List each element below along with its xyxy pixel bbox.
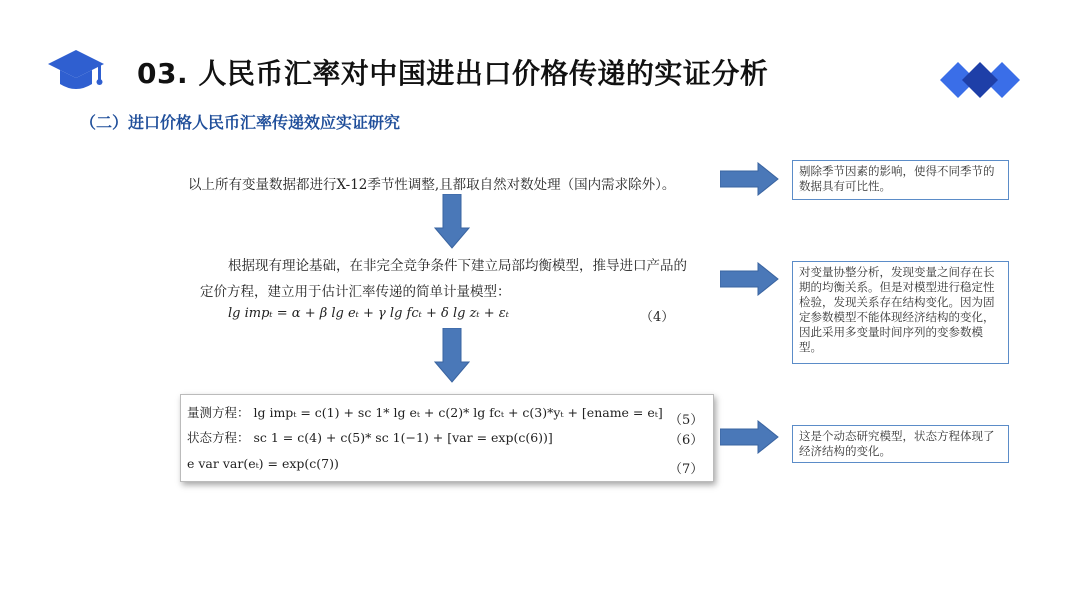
equation-5-number: （5）	[669, 413, 704, 428]
equation-4: lg impₜ = α + β lg eₜ + γ lg fcₜ + δ lg zₜ + εₜ	[228, 306, 509, 321]
graduation-cap-icon	[46, 48, 106, 94]
diamond-logo-icon	[940, 60, 1020, 100]
arrow-right-icon	[720, 262, 780, 296]
equation-7: e var var(eₜ) = exp(c(7))	[187, 456, 339, 471]
step1-text: 以上所有变量数据都进行X-12季节性调整,且都取自然对数处理（国内需求除外）。	[188, 177, 676, 193]
arrow-down-icon	[434, 194, 470, 250]
equation-4-number: （4）	[640, 310, 675, 325]
equation-6-number: （6）	[669, 433, 704, 448]
note-box-dynamic-model: 这是个动态研究模型，状态方程体现了经济结构的变化。	[792, 425, 1009, 463]
equation-6: 状态方程： sc 1 = c(4) + c(5)* sc 1(−1) + [var = exp(c(6))]	[187, 430, 553, 445]
equation-5: 量测方程： lg impₜ = c(1) + sc 1* lg eₜ + c(2)* lg fcₜ + c(3)*yₜ + [ename = eₜ]	[187, 405, 663, 420]
arrow-right-icon	[720, 162, 780, 196]
equation-7-number: （7）	[669, 462, 704, 477]
note-box-seasonal: 剔除季节因素的影响，使得不同季节的数据具有可比性。	[792, 160, 1009, 200]
step2-text-line2: 定价方程，建立用于估计汇率传递的简单计量模型：	[200, 284, 511, 300]
step2-text-line1: 根据现有理论基础，在非完全竞争条件下建立局部均衡模型，推导进口产品的	[228, 258, 687, 274]
note-box-cointegration: 对变量协整分析，发现变量之间存在长期的均衡关系。但是对模型进行稳定性检验，发现关系存在结构变化。因为固定参数模型不能体现经济结构的变化，因此采用多变量时间序列的变参数模型。	[792, 261, 1009, 364]
section-subtitle: （二）进口价格人民币汇率传递效应实证研究	[80, 113, 401, 132]
arrow-down-icon	[434, 328, 470, 384]
arrow-right-icon	[720, 420, 780, 454]
state-space-equation-box	[180, 394, 714, 482]
page-title: 03. 人民币汇率对中国进出口价格传递的实证分析	[137, 57, 769, 90]
